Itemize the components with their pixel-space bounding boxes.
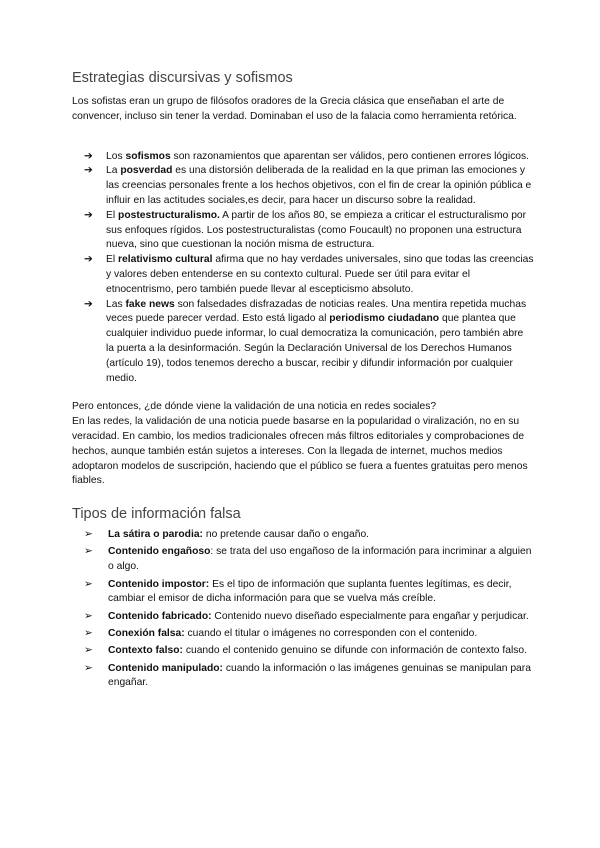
item-text: es una distorsión deliberada de la realidad en la que priman las emociones y las creencias personales frente a los hechos objetivos, con el fin de crear la opinión pública e influir en las actitudes sociales,es decir, para hacer un discurso sobre la realidad. [106,165,532,206]
item-term: sofismos [125,150,171,162]
list-item [84,298,534,387]
item-term: relativismo cultural [118,254,213,266]
item-text: cuando el contenido genuino se difunde con información de contexto falso. [182,645,527,657]
item-term: Contenido engañoso [108,546,211,558]
document-page [72,70,534,694]
item-text: son falsedades disfrazadas de noticias reales. Una mentira repetida muchas veces puede parecer verdad. Esto está ligado al [106,298,527,325]
section-title-estrategias: Estrategias discursivas y sofismos [72,70,293,86]
bullet-list-types [84,528,534,691]
item-text: cuando la información o las imágenes genuinas se manipulan para engañar. [108,662,531,689]
arrowhead-bullet-icon: ➢ [84,546,93,558]
arrowhead-bullet-icon: ➢ [84,662,93,674]
answer-paragraph: En las redes, la validación de una noticia puede basarse en la popularidad o viralización, no en su veracidad. En cambio, los medios tradicionales ofrecen más filtros editoriales y comprobaciones de hechos, aunque también están sujetos a intereses. Con la llegada de internet, muchos medios adoptaron modelos de suscripción, haciendo que el público se fuera a fuentes gratuitas pero menos fiables. [72,416,528,487]
arrow-bullet-icon: ➔ [84,254,93,266]
item-text: son razonamientos que aparentan ser válidos, pero contienen errores lógicos. [170,150,530,162]
arrowhead-bullet-icon: ➢ [84,627,93,639]
item-text-continued: que plantea que cualquier individuo puede informar, lo cual democratiza la comunicación, pero también abre la puerta a la desinformación. Según la Declaración Universal de los Derechos Humanos (artículo 19), todos tenemos derecho a buscar, recibir y difundir información por cualquier medio. [106,313,524,384]
arrow-bullet-icon: ➔ [84,165,93,177]
item-text: Contenido nuevo diseñado especialmente para engañar y perjudicar. [211,610,529,622]
arrow-bullet-icon: ➔ [84,150,93,162]
list-item [84,627,534,642]
item-term: Contenido impostor: [108,578,210,590]
item-prefix: El [106,254,119,266]
item-text: no pretende causar daño o engaño. [203,529,370,541]
list-item [84,578,534,608]
list-item [84,662,534,692]
item-term: Contenido manipulado: [108,662,223,674]
item-text: afirma que no hay verdades universales, sino que todas las creencias y valores deben entenderse en su contexto cultural. Puede ser útil para evitar el etnocentrismo, pero también puede llevar al escepticismo absoluto. [106,254,534,295]
item-term: fake news [125,298,175,310]
item-term: posverdad [120,165,173,177]
list-item [84,164,534,208]
item-prefix: Los [106,150,126,162]
item-prefix: Las [106,298,126,310]
arrow-bullet-icon: ➔ [84,298,93,310]
arrow-bullet-icon: ➔ [84,209,93,221]
list-item [84,253,534,297]
item-term: Contenido fabricado: [108,610,212,622]
arrowhead-bullet-icon: ➢ [84,610,93,622]
item-text: A partir de los años 80, se empieza a criticar el estructuralismo por sus enfoques rígidos. Los postestructuralistas (como Foucault) no proponen una estructura nueva, sino que cuestionan la noción misma de estructura. [106,209,527,251]
item-term: postestructuralismo. [118,209,220,221]
item-term: La sátira o parodia: [108,529,203,541]
bullet-list-concepts [84,150,534,387]
arrowhead-bullet-icon: ➢ [84,645,93,657]
list-item [84,209,534,253]
item-text: cuando el titular o imágenes no corresponden con el contenido. [184,627,478,639]
arrowhead-bullet-icon: ➢ [84,529,93,541]
item-text: : se trata del uso engañoso de la información para incriminar a alguien o algo. [108,546,532,573]
intro-paragraph: Los sofistas eran un grupo de filósofos oradores de la Grecia clásica que enseñaban el arte de convencer, incluso sin tener la verdad. Dominaban el uso de la falacia como herramienta retórica. [72,96,517,122]
item-term: Contexto falso: [108,645,183,657]
item-term: Conexión falsa: [108,627,185,639]
item-text: Es el tipo de información que suplanta fuentes legítimas, es decir, cambiar el emisor de dicha información para que se vuelva más creíble. [108,578,512,605]
list-item [84,150,534,165]
section-title-tipos: Tipos de información falsa [72,506,241,523]
item-prefix: El [106,209,119,221]
arrowhead-bullet-icon: ➢ [84,578,93,590]
list-item [84,644,534,659]
item-term-secondary: periodismo ciudadano [329,313,440,325]
list-item [84,610,534,625]
list-item [84,545,534,575]
question-paragraph: Pero entonces, ¿de dónde viene la validación de una noticia en redes sociales? [72,401,437,413]
item-prefix: La [106,165,121,177]
list-item [84,528,534,543]
